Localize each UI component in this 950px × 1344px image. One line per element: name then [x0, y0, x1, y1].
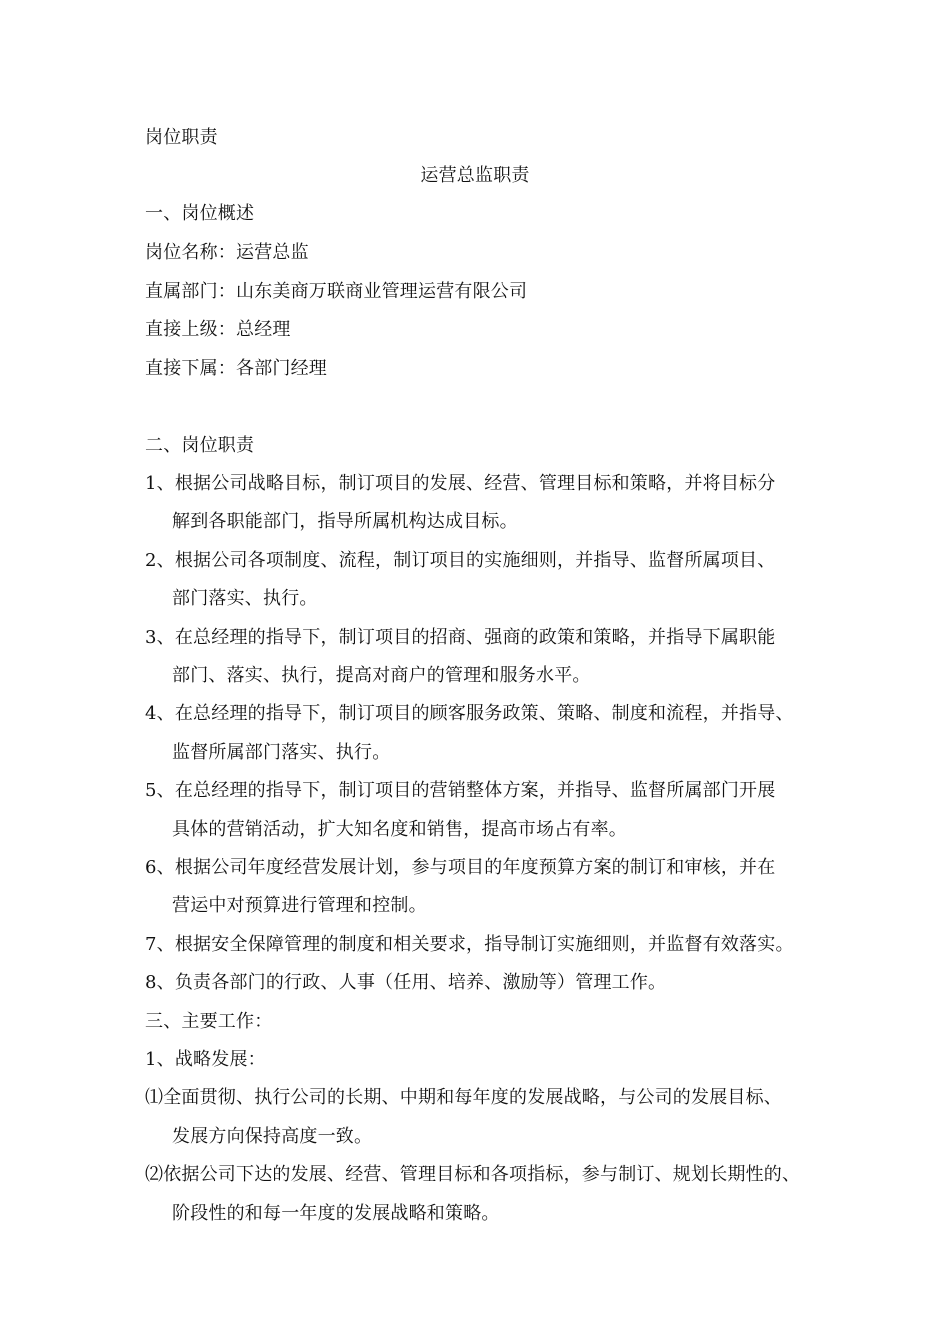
duty-6-line-1: 6、根据公司年度经营发展计划，参与项目的年度预算方案的制订和审核，并在 [145, 857, 776, 878]
duty-3-line-1: 3、在总经理的指导下，制订项目的招商、强商的政策和策略，并指导下属职能 [145, 627, 776, 648]
department-field: 直属部门：山东美商万联商业管理运营有限公司 [145, 281, 528, 302]
position-name-field: 岗位名称：运营总监 [145, 242, 309, 263]
duty-8: 8、负责各部门的行政、人事（任用、培养、激励等）管理工作。 [145, 972, 667, 993]
direct-superior-field: 直接上级：总经理 [145, 319, 291, 340]
duty-3-line-2: 部门、落实、执行，提高对商户的管理和服务水平。 [172, 665, 591, 686]
strategy-subheading: 1、战略发展： [145, 1049, 266, 1070]
document-header: 岗位职责 [145, 127, 218, 148]
duty-1-line-2: 解到各职能部门，指导所属机构达成目标。 [172, 511, 518, 532]
strategy-item-2-line-1: ⑵依据公司下达的发展、经营、管理目标和各项指标，参与制订、规划长期性的、 [145, 1164, 801, 1185]
duty-7: 7、根据安全保障管理的制度和相关要求，指导制订实施细则，并监督有效落实。 [145, 934, 794, 955]
direct-subordinate-field: 直接下属：各部门经理 [145, 358, 327, 379]
strategy-item-2-line-2: 阶段性的和每一年度的发展战略和策略。 [172, 1203, 500, 1224]
document-title: 运营总监职责 [420, 165, 530, 186]
strategy-item-1-line-2: 发展方向保持高度一致。 [172, 1126, 373, 1147]
duty-1-line-1: 1、根据公司战略目标，制订项目的发展、经营、管理目标和策略，并将目标分 [145, 473, 776, 494]
section-2-heading: 二、岗位职责 [145, 435, 255, 456]
duty-2-line-2: 部门落实、执行。 [172, 588, 318, 609]
strategy-item-1-line-1: ⑴全面贯彻、执行公司的长期、中期和每年度的发展战略，与公司的发展目标、 [145, 1087, 782, 1108]
section-1-heading: 一、岗位概述 [145, 203, 255, 224]
duty-4-line-1: 4、在总经理的指导下，制订项目的顾客服务政策、策略、制度和流程，并指导、 [145, 703, 794, 724]
duty-5-line-2: 具体的营销活动，扩大知名度和销售，提高市场占有率。 [172, 819, 627, 840]
duty-6-line-2: 营运中对预算进行管理和控制。 [172, 895, 427, 916]
duty-2-line-1: 2、根据公司各项制度、流程，制订项目的实施细则，并指导、监督所属项目、 [145, 550, 776, 571]
duty-4-line-2: 监督所属部门落实、执行。 [172, 742, 391, 763]
duty-5-line-1: 5、在总经理的指导下，制订项目的营销整体方案，并指导、监督所属部门开展 [145, 780, 776, 801]
section-3-heading: 三、主要工作： [145, 1011, 273, 1032]
